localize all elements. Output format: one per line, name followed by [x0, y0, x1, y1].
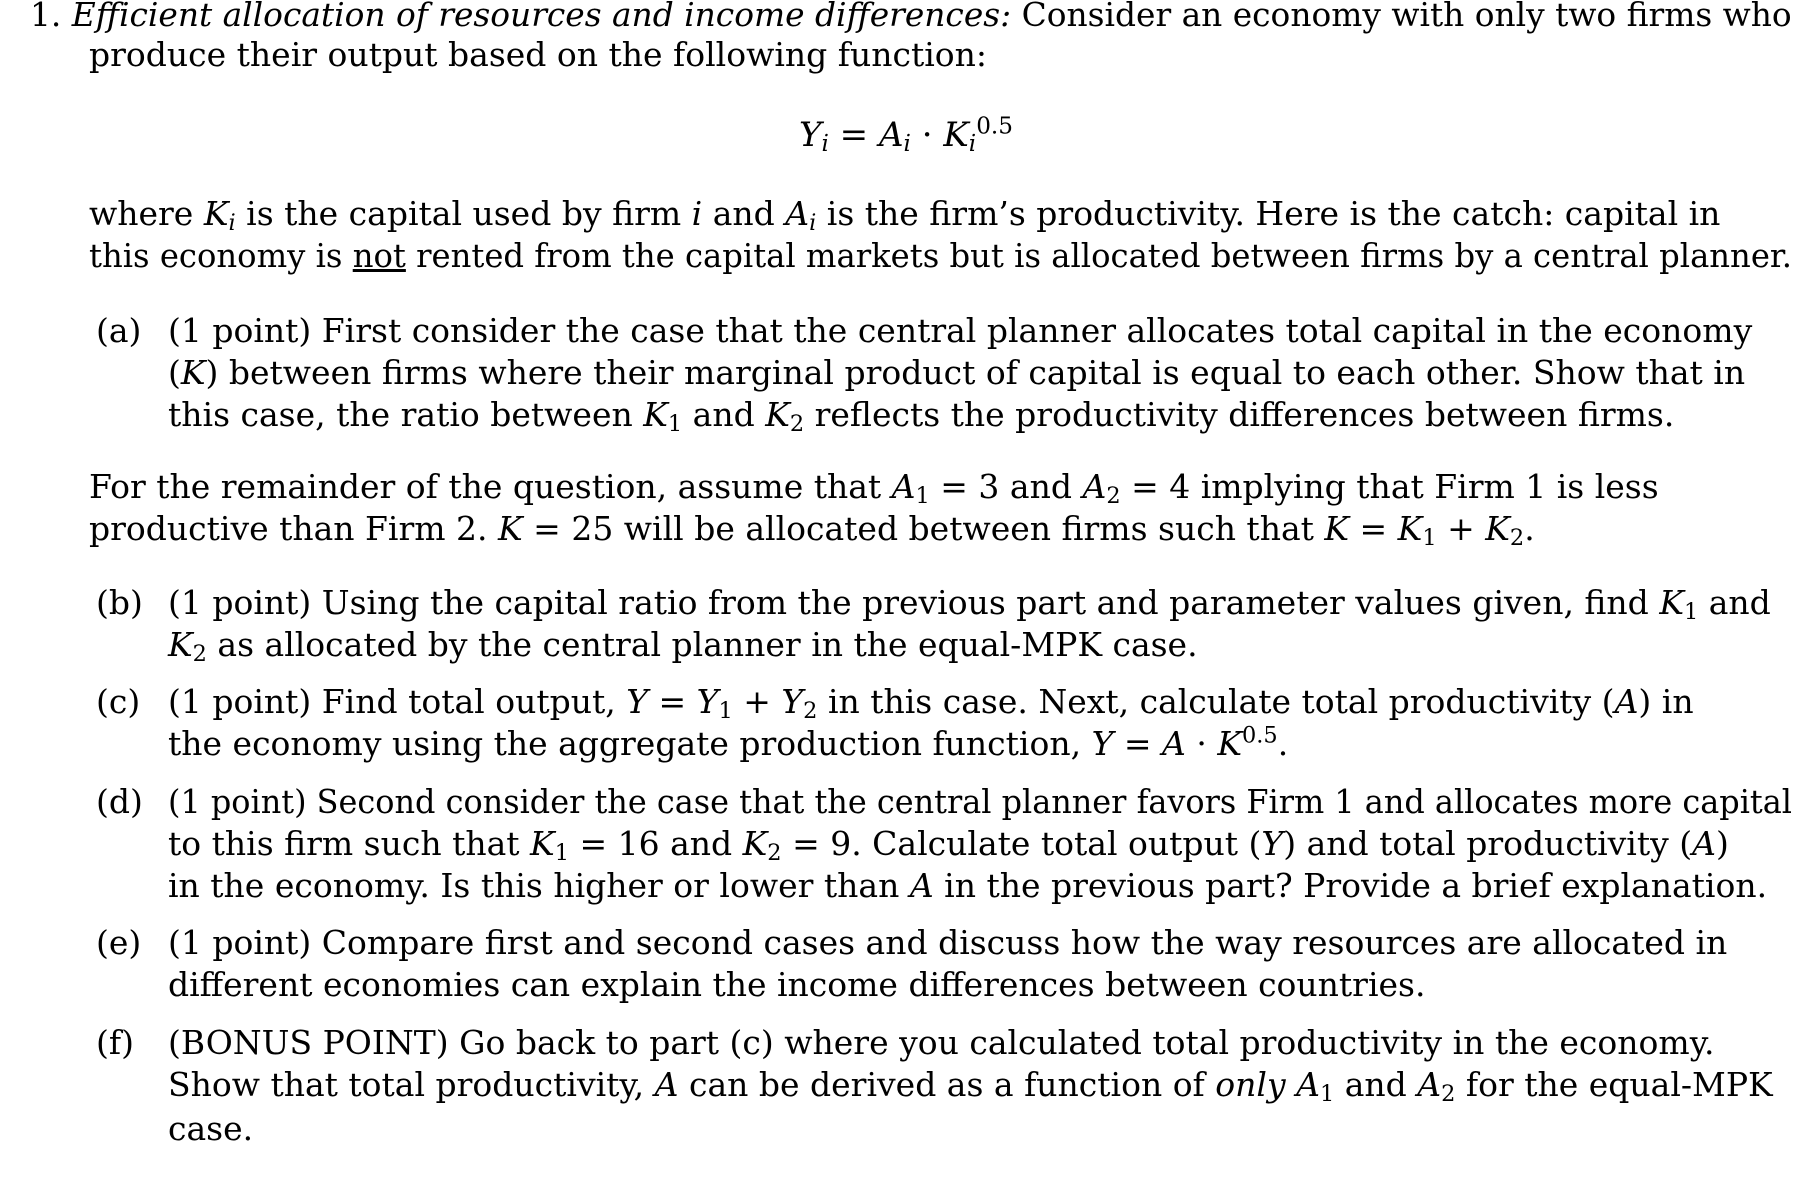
part-d-label [96, 781, 143, 823]
intro-line-2-text: produce their output based on the following function: [89, 35, 988, 74]
part-c-l1c: ) in [1638, 682, 1694, 721]
remainder-K1: K [1397, 509, 1423, 548]
remainder-A1: A [891, 467, 916, 506]
part-f-label-text: (f) [96, 1023, 134, 1062]
part-d-label-text: (d) [96, 782, 143, 821]
part-f-l2a: Show that total productivity, [168, 1065, 655, 1104]
where-i: i [691, 194, 703, 233]
part-b-K1: K [1659, 583, 1684, 622]
part-f-l2c: and [1334, 1065, 1418, 1104]
part-f-l3: case. [168, 1109, 254, 1148]
part-c-l2b: . [1277, 724, 1289, 763]
remainder-t2: = 3 and [929, 467, 1083, 506]
part-d-l3a: in the economy. Is this higher or lower than [168, 866, 910, 905]
where-sub-i-2: i [809, 209, 817, 236]
production-function-equation [0, 113, 1812, 157]
part-e-line-1 [168, 922, 1727, 964]
part-c-A: A [1614, 682, 1639, 721]
part-a-l3a: this case, the ratio between [168, 395, 644, 434]
part-a-K: K [180, 353, 206, 392]
part-c-line-2 [168, 723, 1288, 765]
part-b-sub-1: 1 [1683, 598, 1699, 625]
part-c-sub-1: 1 [718, 697, 733, 724]
part-d-A: A [1692, 824, 1716, 863]
part-a-sub-1: 1 [667, 410, 683, 437]
part-a-line-1-text: (1 point) First consider the case that the central planner allocates total capital in the economy [168, 311, 1753, 350]
eq-dot: · [910, 115, 944, 155]
part-f-l2d: for the equal-MPK [1455, 1065, 1773, 1104]
remainder-sub-1: 1 [915, 482, 930, 509]
part-f-sub-1: 1 [1319, 1080, 1335, 1107]
part-d-K2: K [742, 824, 768, 863]
part-f-label [96, 1022, 134, 1064]
part-a-l2b: ) between firms where their marginal product of capital is equal to each other. Show that in [205, 353, 1746, 392]
where-t2: is the capital used by firm [235, 194, 692, 233]
part-b-sub-2: 2 [192, 640, 207, 667]
part-a-l3c: reflects the productivity differences between firms. [804, 395, 1675, 434]
part-a-line-1 [168, 310, 1752, 352]
where-line-1 [89, 193, 1720, 235]
part-d-line-2 [168, 823, 1729, 865]
where-sub-i: i [228, 209, 236, 236]
part-c-line-1 [168, 681, 1694, 723]
part-d-l2c: = 9. Calculate total output ( [781, 824, 1262, 863]
remainder-K: K [498, 509, 523, 548]
where-not-underlined: not [352, 236, 406, 275]
part-d-l2e: ) [1715, 824, 1729, 863]
intro-line-2 [89, 34, 987, 76]
part-c-eq: = [648, 682, 697, 721]
where-t5: this economy is [89, 236, 353, 275]
part-d-l1: (1 point) Second consider the case that the central planner favors Firm 1 and allocates more capital [168, 782, 1792, 821]
part-f-A1: A [1296, 1065, 1320, 1104]
part-f-A: A [654, 1065, 679, 1104]
eq-K: K [943, 115, 969, 155]
remainder-t6: = [1349, 509, 1398, 548]
remainder-K2: K [1485, 509, 1510, 548]
part-c-label [96, 681, 140, 723]
part-e-label-text: (e) [96, 923, 142, 962]
part-b-line-1 [168, 582, 1771, 624]
part-c-l2a: the economy using the aggregate production function, [168, 724, 1092, 763]
part-a-line-3 [168, 394, 1674, 436]
part-a-sub-2: 2 [789, 410, 805, 437]
remainder-t4: productive than Firm 2. [89, 509, 499, 548]
part-c-Y1: Y [696, 682, 719, 721]
remainder-t1: For the remainder of the question, assume that [89, 467, 892, 506]
part-b-l2: as allocated by the central planner in the equal-MPK case. [206, 625, 1198, 664]
part-f-only: only [1215, 1065, 1286, 1104]
part-a-K1: K [643, 395, 668, 434]
eq-equals: = [828, 115, 879, 155]
part-c-Y-agg: Y [1091, 724, 1114, 763]
remainder-K-total: K [1324, 509, 1350, 548]
part-f-line-1 [168, 1022, 1714, 1064]
part-c-plus: + [732, 682, 782, 721]
part-c-Y2: Y [781, 682, 804, 721]
part-d-sub-2: 2 [767, 839, 782, 866]
part-d-K1: K [530, 824, 555, 863]
remainder-t8: . [1524, 509, 1535, 548]
part-d-Y: Y [1261, 824, 1284, 863]
part-c-l1a: (1 point) Find total output, [168, 682, 627, 721]
where-t3: and [702, 194, 786, 233]
part-b-line-2 [168, 624, 1198, 666]
part-b-l1a: (1 point) Using the capital ratio from the previous part and parameter values given, find [168, 583, 1660, 622]
part-d-l2a: to this firm such that [168, 824, 531, 863]
part-d-l3b: in the previous part? Provide a brief explanation. [933, 866, 1768, 905]
remainder-A2: A [1082, 467, 1107, 506]
part-d-A-2: A [909, 866, 934, 905]
remainder-t7: + [1436, 509, 1486, 548]
part-c-eq-2: = [1113, 724, 1163, 763]
part-b-label-text: (b) [96, 583, 143, 622]
problem-number: 1. [30, 0, 62, 34]
part-d-line-1 [168, 781, 1792, 823]
part-a-l3b: and [682, 395, 766, 434]
part-a-label-text: (a) [96, 311, 142, 350]
problem-heading-line [30, 0, 1792, 36]
part-a-line-2 [168, 352, 1745, 394]
part-b-K2: K [168, 625, 193, 664]
intro-line-1: Consider an economy with only two firms who [1021, 0, 1792, 34]
part-f-l1: (BONUS POINT) Go back to part (c) where you calculated total productivity in the economy. [168, 1023, 1715, 1062]
remainder-sub-2b: 2 [1509, 524, 1525, 551]
part-c-A-agg: A [1162, 724, 1186, 763]
remainder-t5: = 25 will be allocated between firms such that [522, 509, 1325, 548]
part-d-l2d: ) and total productivity ( [1283, 824, 1693, 863]
where-line-2 [89, 235, 1792, 277]
part-c-l1b: in this case. Next, calculate total productivity ( [817, 682, 1615, 721]
part-e-l1: (1 point) Compare first and second cases and discuss how the way resources are allocated in [168, 923, 1728, 962]
eq-sub-i-2: i [903, 131, 911, 158]
part-a-label [96, 310, 141, 352]
where-t4: is the firm’s productivity. Here is the catch: capital in [816, 194, 1721, 233]
remainder-sub-2: 2 [1106, 482, 1121, 509]
where-K: K [203, 194, 229, 233]
part-d-line-3 [168, 865, 1767, 907]
part-f-l2b: can be derived as a function of [678, 1065, 1216, 1104]
where-t6: rented from the capital markets but is allocated between firms by a central planner. [405, 236, 1793, 275]
part-c-label-text: (c) [96, 682, 141, 721]
where-A: A [785, 194, 810, 233]
eq-sub-i-1: i [821, 131, 829, 158]
part-c-sub-2: 2 [803, 697, 818, 724]
part-a-l2a: ( [168, 353, 181, 392]
where-t1: where [89, 194, 204, 233]
part-d-sub-1: 1 [554, 839, 569, 866]
part-e-label [96, 922, 141, 964]
part-f-line-2 [168, 1064, 1773, 1106]
part-e-line-2 [168, 964, 1425, 1006]
part-c-exponent: 0.5 [1242, 722, 1278, 749]
remainder-line-1 [89, 466, 1659, 508]
part-d-l2b: = 16 and [568, 824, 743, 863]
problem-heading: Efficient allocation of resources and income differences: [71, 0, 1012, 34]
part-e-l2: different economies can explain the income differences between countries. [168, 965, 1426, 1004]
part-f-line-3 [168, 1108, 253, 1150]
part-a-K2: K [765, 395, 790, 434]
part-f-A2: A [1417, 1065, 1442, 1104]
remainder-sub-1b: 1 [1422, 524, 1437, 551]
part-f-sub-2: 2 [1441, 1080, 1456, 1107]
remainder-t3: = 4 implying that Firm 1 is less [1120, 467, 1659, 506]
remainder-line-2 [89, 508, 1535, 550]
eq-A: A [878, 115, 904, 155]
part-c-dot: · [1185, 724, 1218, 763]
part-b-l1b: and [1698, 583, 1771, 622]
part-b-label [96, 582, 143, 624]
part-c-Y: Y [626, 682, 649, 721]
part-c-K: K [1217, 724, 1243, 763]
eq-exponent: 0.5 [976, 113, 1013, 140]
eq-Y: Y [799, 115, 822, 155]
eq-sub-i-3: i [968, 131, 977, 158]
